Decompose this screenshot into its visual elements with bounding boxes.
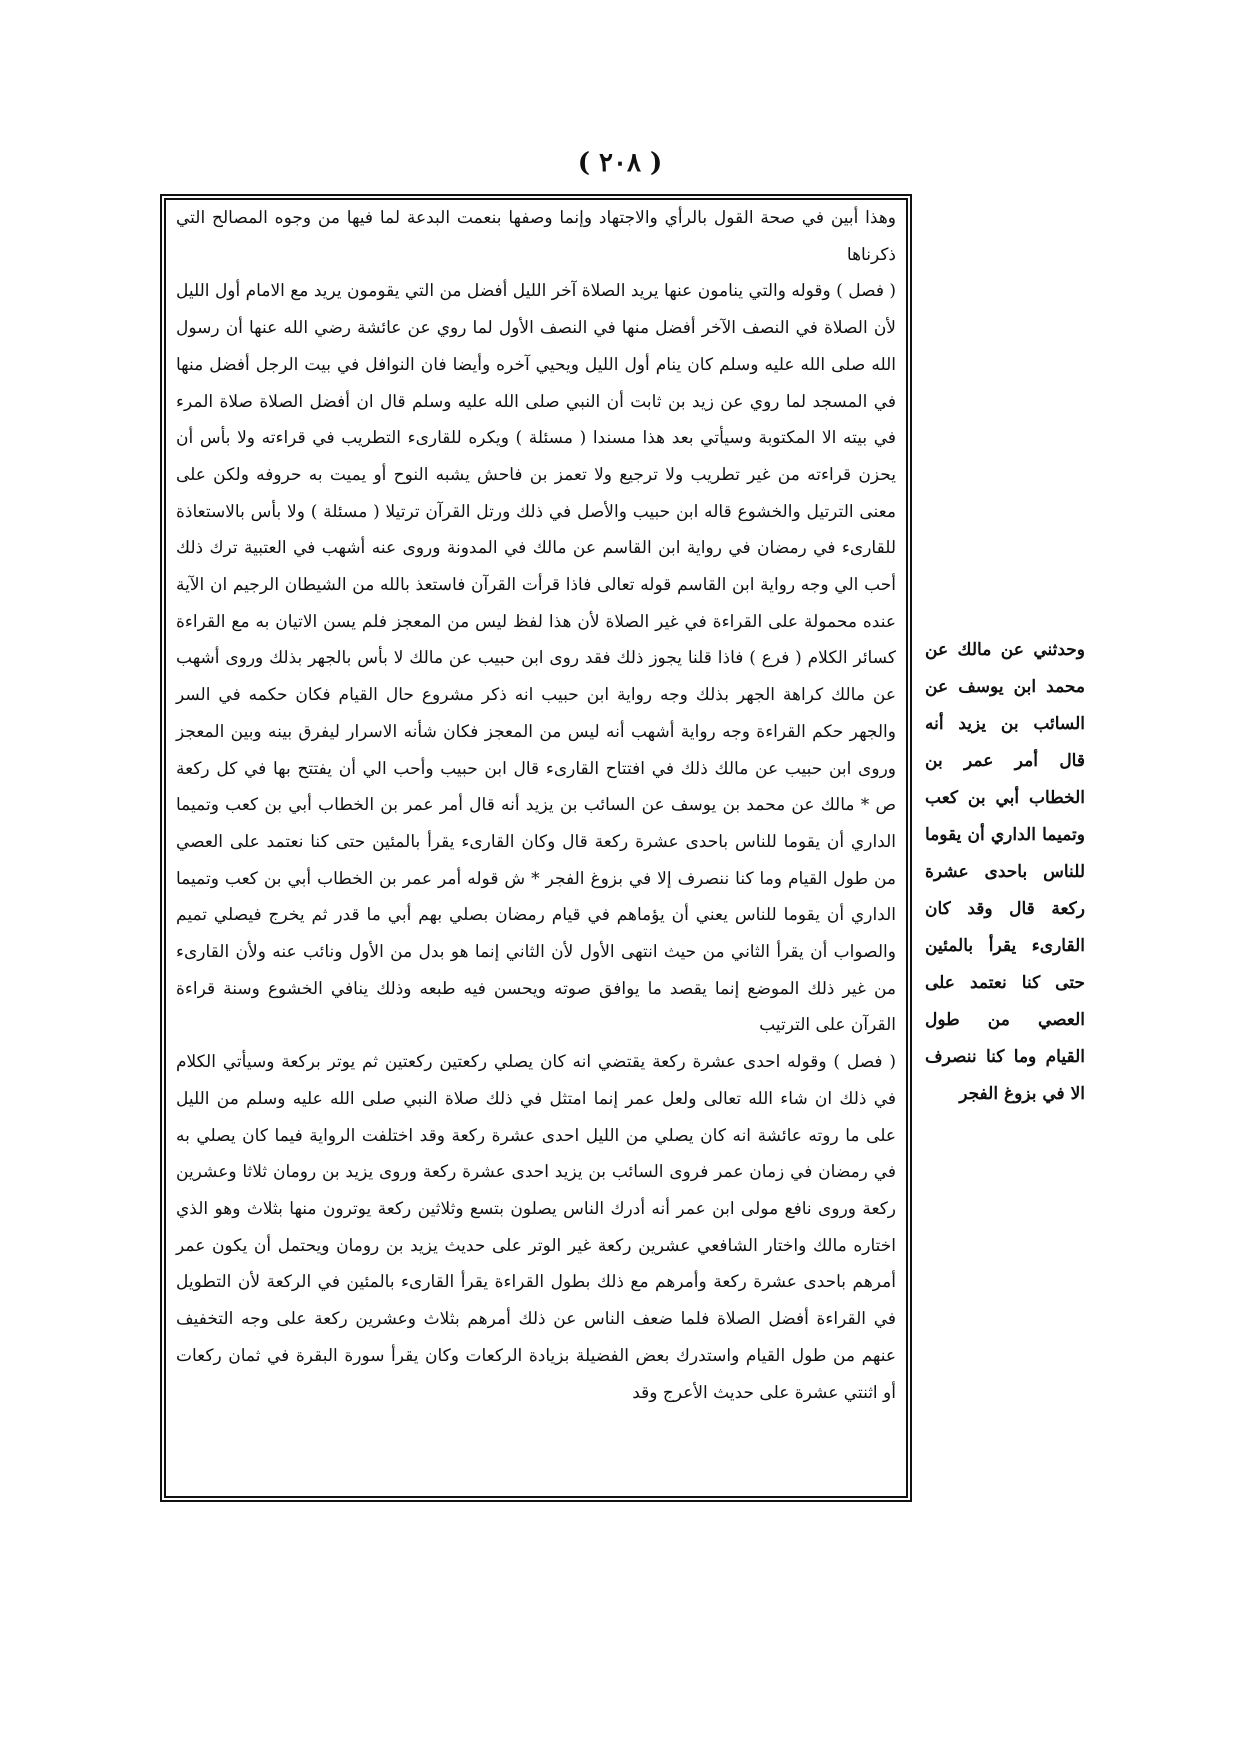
- paragraph-fasl-night-prayer: ( فصل ) وقوله والتي ينامون عنها يريد الصلاة آخر الليل أفضل من التي يقومون يريد مع الامام أول الليل لأن الصلاة في النصف الآخر أفضل منها في النصف الأول لما روي عن عائشة رضي الله عنها أن رسول الله صلى الله عليه وسلم كان ينام أول الليل ويحيي آخره وأيضا فان النوافل في بيت الرجل أفضل منها في المسجد لما روي عن زيد بن ثابت أن النبي صلى الله عليه وسلم قال ان أفضل الصلاة صلاة المرء في بيته الا المكتوبة وسيأتي بعد هذا مسندا ( مسئلة ) ويكره للقارىء التطريب في قراءته ولا بأس أن يحزن قراءته من غير تطريب ولا ترجيع ولا تعمز بن فاحش يشبه النوح أو يميت به حروفه ولكن على معنى الترتيل والخشوع قاله ابن حبيب والأصل في ذلك ورتل القرآن ترتيلا ( مسئلة ) ولا بأس بالاستعاذة للقارىء في رمضان في رواية ابن القاسم عن مالك في المدونة وروى عنه أشهب في العتبية ترك ذلك أحب الي وجه رواية ابن القاسم قوله تعالى فاذا قرأت القرآن فاستعذ بالله من الشيطان الرجيم ان الآية عنده محمولة على القراءة في غير الصلاة لأن هذا لفظ ليس من المعجز فلم يسن الاتيان به مع القراءة كسائر الكلام ( فرع ) فاذا قلنا يجوز ذلك فقد روى ابن حبيب عن مالك لا بأس بالجهر بذلك وروى أشهب عن مالك كراهة الجهر بذلك وجه رواية ابن حبيب انه ذكر مشروع حال القيام فكان حكمه في السر والجهر حكم القراءة وجه رواية أشهب أنه ليس من المعجز فكان شأنه الاسرار ليفرق بينه وبين المعجز وروى ابن حبيب عن مالك ذلك في افتتاح القارىء قال ابن حبيب وأحب الي أن يفتتح بها في كل ركعة ص * مالك عن محمد بن يوسف عن السائب بن يزيد أنه قال أمر عمر بن الخطاب أبي بن كعب وتميما الداري أن يقوما للناس باحدى عشرة ركعة قال وكان القارىء يقرأ بالمئين حتى كنا نعتمد على العصي من طول القيام وما كنا ننصرف إلا في بزوغ الفجر * ش قوله أمر عمر بن الخطاب أبي بن كعب وتميما الداري أن يقوما للناس يعني أن يؤماهم في قيام رمضان بصلي بهم أبي ما قدر ثم يخرج فيصلي تميم والصواب أن يقرأ الثاني من حيث انتهى الأول لأن الثاني إنما هو بدل من الأول ونائب عنه ولأن القارىء من غير ذلك الموضع إنما يقصد ما يوافق صوته ويحسن فيه طبعه وذلك ينافي الخشوع وسنة قراءة القرآن على الترتيب: [176, 281, 897, 1036]
- paragraph-intro: وهذا أبين في صحة القول بالرأي والاجتهاد وإنما وصفها بنعمت البدعة لما فيها من وجوه المصالح التي ذكرناها: [176, 208, 896, 265]
- margin-hadith-text: [925, 632, 1085, 1104]
- margin-paragraph: وحدثني عن مالك عن محمد ابن يوسف عن السائب بن يزيد أنه قال أمر عمر بن الخطاب أبي بن كعب وتميما الداري أن يقوما للناس باحدى عشرة ركعة قال وقد كان القارىء يقرأ بالمئين حتى كنا نعتمد على العصي من طول القيام وما كنا ننصرف الا في بزوغ الفجر: [925, 640, 1085, 1104]
- paragraph-fasl-eleven-rakaat: ( فصل ) وقوله احدى عشرة ركعة يقتضي انه كان يصلي ركعتين ركعتين ثم يوتر بركعة وسيأتي الكلام في ذلك ان شاء الله تعالى ولعل عمر إنما امتثل في ذلك صلاة النبي صلى الله عليه وسلم من الليل على ما روته عائشة انه كان يصلي من الليل احدى عشرة ركعة وقد اختلفت الرواية فيما كان يصلي به في رمضان في زمان عمر فروى السائب بن يزيد احدى عشرة ركعة وروى يزيد بن رومان ثلاثا وعشرين ركعة وروى نافع مولى ابن عمر أنه أدرك الناس يصلون بتسع وثلاثين ركعة يوترون منها بثلاث وهو الذي اختاره مالك واختار الشافعي عشرين ركعة غير الوتر على حديث يزيد بن رومان ويحتمل أن يكون عمر أمرهم باحدى عشرة ركعة وأمرهم مع ذلك بطول القراءة يقرأ القارىء بالمئين في الركعة لأن التطويل في القراءة أفضل الصلاة فلما ضعف الناس عن ذلك أمرهم بثلاث وعشرين ركعة على وجه التخفيف عنهم من طول القيام واستدرك بعض الفضيلة بزيادة الركعات وكان يقرأ سورة البقرة في ثمان ركعات أو اثنتي عشرة على حديث الأعرج وقد: [176, 1052, 896, 1403]
- main-text-block: [176, 200, 896, 1496]
- page-number: ( ٢٠٨ ): [577, 148, 663, 178]
